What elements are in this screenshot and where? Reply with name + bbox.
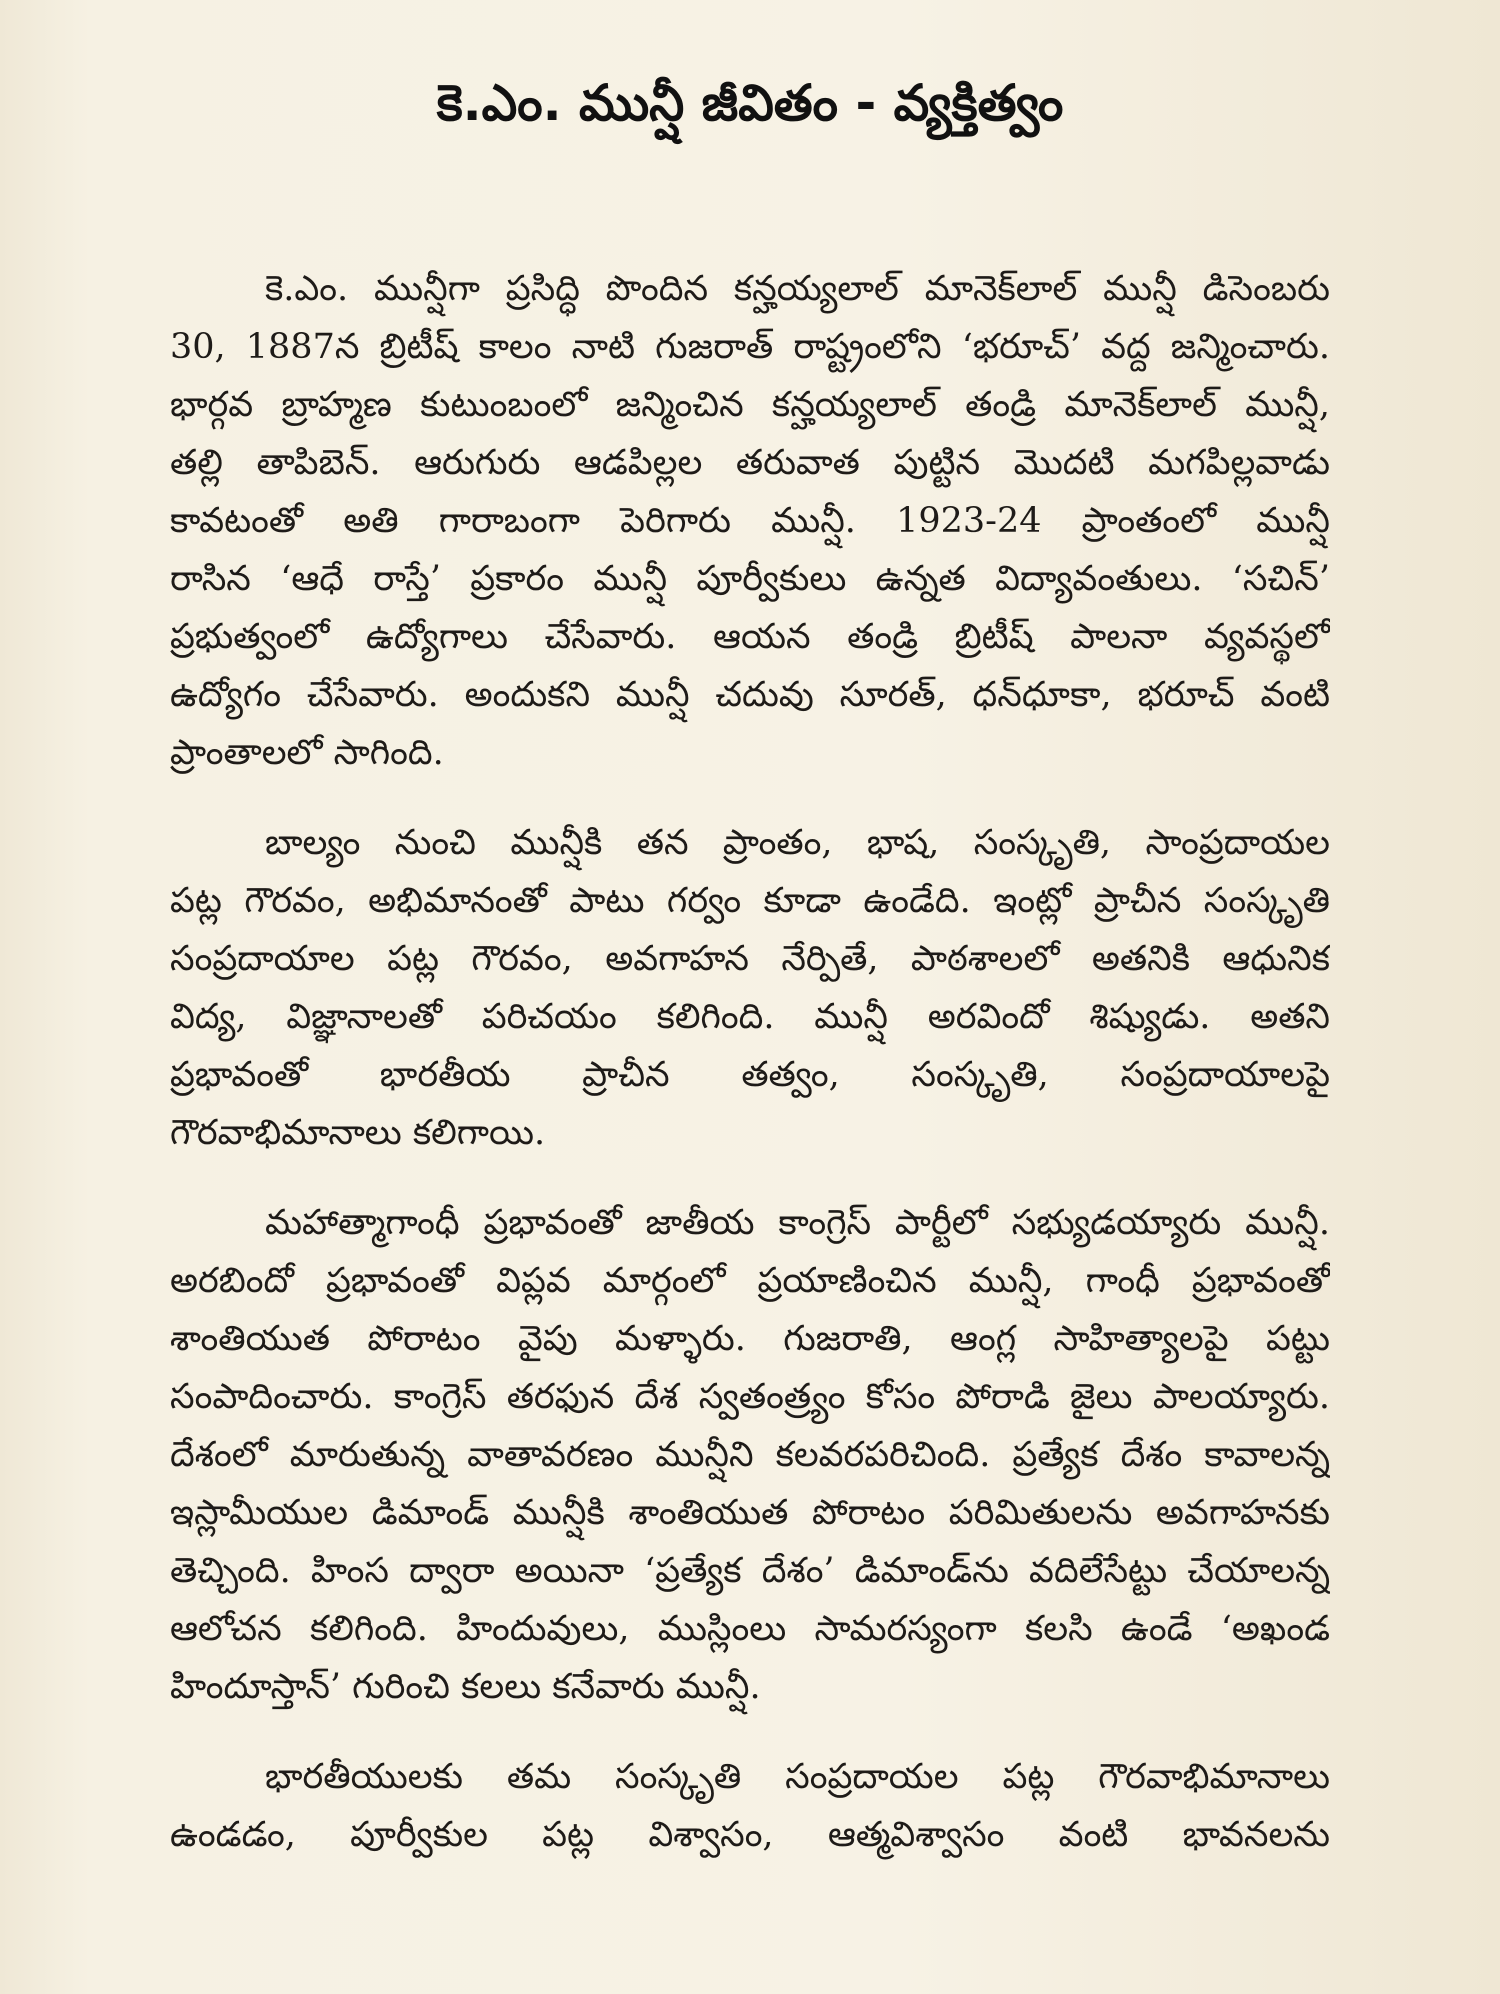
paragraph-line: గౌరవాభిమానాలు కలిగాయి. xyxy=(170,1113,546,1153)
paragraph-line: ప్రాంతాలలో సాగింది. xyxy=(170,733,444,773)
paragraph-line: తెచ్చింది. హింస ద్వారా అయినా ‘ప్రత్యేక దేశం’ డిమాండ్‌ను వదిలేసేట్టు చేయాలన్న xyxy=(170,1551,1330,1591)
paragraph-line: భారతీయులకు తమ సంస్కృతి సంప్రదాయల పట్ల గౌరవాభిమానాలు xyxy=(265,1757,1330,1797)
paragraph-line: సంపాదించారు. కాంగ్రెస్ తరఫున దేశ స్వతంత్ర్యం కోసం పోరాడి జైలు పాలయ్యారు. xyxy=(170,1377,1330,1417)
document-body xyxy=(170,260,1330,1896)
paragraph-4 xyxy=(170,1748,1330,1864)
paragraph-line: 30, 1887న బ్రిటీష్ కాలం నాటి గుజరాత్ రాష్ట్రంలోని ‘భరూచ్’ వద్ద జన్మించారు. xyxy=(170,327,1330,367)
paragraph-line: దేశంలో మారుతున్న వాతావరణం మున్షీని కలవరపరిచింది. ప్రత్యేక దేశం కావాలన్న xyxy=(170,1435,1330,1475)
paragraph-line: శాంతియుత పోరాటం వైపు మళ్ళారు. గుజరాతి, ఆంగ్ల సాహిత్యాలపై పట్టు xyxy=(170,1319,1330,1359)
page-title: కె.ఎం. మున్షీ జీవితం - వ్యక్తిత్వం xyxy=(436,74,1064,132)
paragraph-line: ఉండడం, పూర్వీకుల పట్ల విశ్వాసం, ఆత్మవిశ్వాసం వంటి భావనలను xyxy=(170,1815,1330,1855)
paragraph-line: పట్ల గౌరవం, అభిమానంతో పాటు గర్వం కూడా ఉండేది. ఇంట్లో ప్రాచీన సంస్కృతి xyxy=(170,881,1330,921)
paragraph-3 xyxy=(170,1194,1330,1716)
paragraph-line: భార్గవ బ్రాహ్మణ కుటుంబంలో జన్మించిన కన్హయ్యలాల్ తండ్రి మానెక్‌లాల్ మున్షీ, xyxy=(170,385,1330,425)
paragraph-line: ఇస్లామీయుల డిమాండ్ మున్షీకి శాంతియుత పోరాటం పరిమితులను అవగాహనకు xyxy=(170,1493,1330,1533)
paragraph-line: ప్రభావంతో భారతీయ ప్రాచీన తత్వం, సంస్కృతి, సంప్రదాయాలపై xyxy=(170,1055,1330,1095)
paragraph-line: విద్య, విజ్ఞానాలతో పరిచయం కలిగింది. మున్షీ అరవిందో శిష్యుడు. అతని xyxy=(170,997,1330,1037)
paragraph-2 xyxy=(170,814,1330,1162)
paragraph-line: కె.ఎం. మున్షీగా ప్రసిద్ధి పొందిన కన్హయ్యలాల్ మానెక్‌లాల్ మున్షీ డిసెంబరు xyxy=(265,269,1330,309)
paragraph-line: రాసిన ‘ఆధే రాస్తే’ ప్రకారం మున్షీ పూర్వీకులు ఉన్నత విద్యావంతులు. ‘సచిన్’ xyxy=(170,559,1330,599)
paragraph-line: అరబిందో ప్రభావంతో విప్లవ మార్గంలో ప్రయాణించిన మున్షీ, గాంధీ ప్రభావంతో xyxy=(170,1261,1330,1301)
paragraph-line: బాల్యం నుంచి మున్షీకి తన ప్రాంతం, భాష, సంస్కృతి, సాంప్రదాయల xyxy=(265,823,1330,863)
paragraph-line: తల్లి తాపిబెన్. ఆరుగురు ఆడపిల్లల తరువాత పుట్టిన మొదటి మగపిల్లవాడు xyxy=(170,443,1330,483)
paragraph-line: సంప్రదాయాల పట్ల గౌరవం, అవగాహన నేర్పితే, పాఠశాలలో అతనికి ఆధునిక xyxy=(170,939,1330,979)
paragraph-1 xyxy=(170,260,1330,782)
paragraph-line: ఆలోచన కలిగింది. హిందువులు, ముస్లింలు సామరస్యంగా కలసి ఉండే ‘అఖండ xyxy=(170,1609,1330,1649)
paragraph-line: మహాత్మాగాంధీ ప్రభావంతో జాతీయ కాంగ్రెస్ పార్టీలో సభ్యుడయ్యారు మున్షీ. xyxy=(265,1203,1330,1243)
paragraph-line: హిందూస్తాన్’ గురించి కలలు కనేవారు మున్షీ. xyxy=(170,1667,761,1707)
paragraph-line: ప్రభుత్వంలో ఉద్యోగాలు చేసేవారు. ఆయన తండ్రి బ్రిటీష్ పాలనా వ్యవస్థలో xyxy=(170,617,1330,657)
paragraph-line: ఉద్యోగం చేసేవారు. అందుకని మున్షీ చదువు సూరత్, ధన్‌ధూకా, భరూచ్ వంటి xyxy=(170,675,1330,715)
paragraph-line: కావటంతో అతి గారాబంగా పెరిగారు మున్షీ. 1923-24 ప్రాంతంలో మున్షీ xyxy=(170,501,1330,541)
